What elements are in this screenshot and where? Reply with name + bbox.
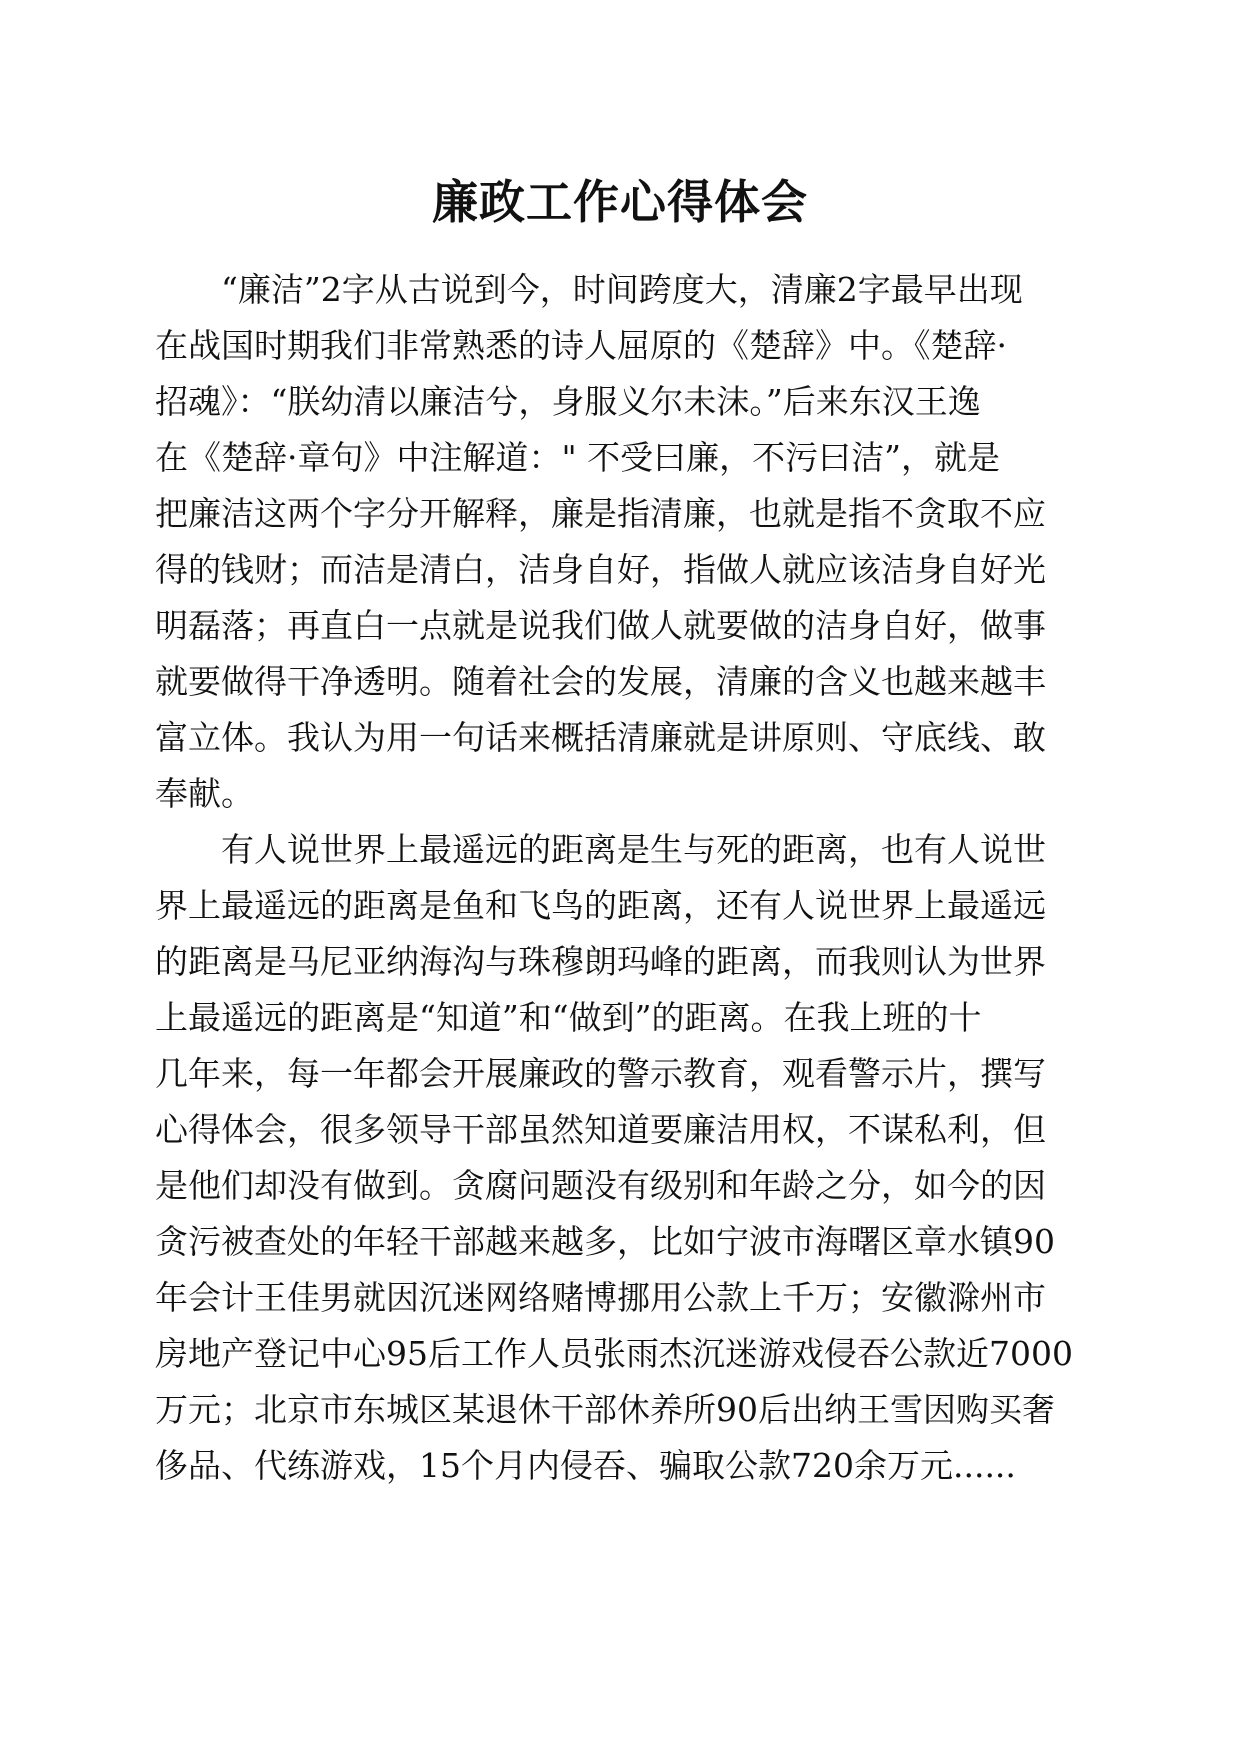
paragraph-line: 就要做得干净透明。随着社会的发展，清廉的含义也越来越丰 [155,662,1046,701]
paragraph-line: 侈品、代练游戏，15个月内侵吞、骗取公款720余万元...... [155,1446,1016,1485]
paragraph-line: 贪污被查处的年轻干部越来越多，比如宁波市海曙区章水镇90 [155,1222,1055,1261]
paragraph-line: 房地产登记中心95后工作人员张雨杰沉迷游戏侵吞公款近7000 [155,1334,1073,1373]
paragraph-line: 有人说世界上最遥远的距离是生与死的距离，也有人说世 [221,830,1046,869]
paragraph-line: 把廉洁这两个字分开解释，廉是指清廉，也就是指不贪取不应 [155,494,1046,533]
paragraph-line: 上最遥远的距离是“知道”和“做到”的距离。在我上班的十 [155,998,982,1037]
paragraph-line: 明磊落；再直白一点就是说我们做人就要做的洁身自好，做事 [155,606,1046,645]
paragraph-line: 年会计王佳男就因沉迷网络赌博挪用公款上千万；安徽滁州市 [155,1278,1046,1317]
paragraph-line: 得的钱财；而洁是清白，洁身自好，指做人就应该洁身自好光 [155,550,1046,589]
paragraph-line: 在战国时期我们非常熟悉的诗人屈原的《楚辞》中。《楚辞· [155,326,1007,365]
paragraph-1 [155,262,1075,822]
paragraph-line: 的距离是马尼亚纳海沟与珠穆朗玛峰的距离，而我则认为世界 [155,942,1046,981]
paragraph-line: 是他们却没有做到。贪腐问题没有级别和年龄之分，如今的因 [155,1166,1046,1205]
paragraph-line: 心得体会，很多领导干部虽然知道要廉洁用权，不谋私利，但 [155,1110,1046,1149]
paragraph-2 [155,822,1075,1494]
paragraph-line: 万元；北京市东城区某退休干部休养所90后出纳王雪因购买奢 [155,1390,1055,1429]
paragraph-line: 界上最遥远的距离是鱼和飞鸟的距离，还有人说世界上最遥远 [155,886,1046,925]
paragraph-line: 富立体。我认为用一句话来概括清廉就是讲原则、守底线、敢 [155,718,1046,757]
paragraph-line: 招魂》：“朕幼清以廉洁兮，身服义尔未沫。”后来东汉王逸 [155,382,981,421]
paragraph-line: 奉献。 [155,774,254,813]
document-title: 廉政工作心得体会 [432,175,808,229]
document-body [155,262,1075,1494]
paragraph-line: 几年来，每一年都会开展廉政的警示教育，观看警示片，撰写 [155,1054,1046,1093]
paragraph-line: “廉洁”2字从古说到今，时间跨度大，清廉2字最早出现 [221,270,1023,309]
paragraph-line: 在《楚辞·章句》中注解道：" 不受曰廉，不污曰洁”，就是 [155,438,1001,477]
